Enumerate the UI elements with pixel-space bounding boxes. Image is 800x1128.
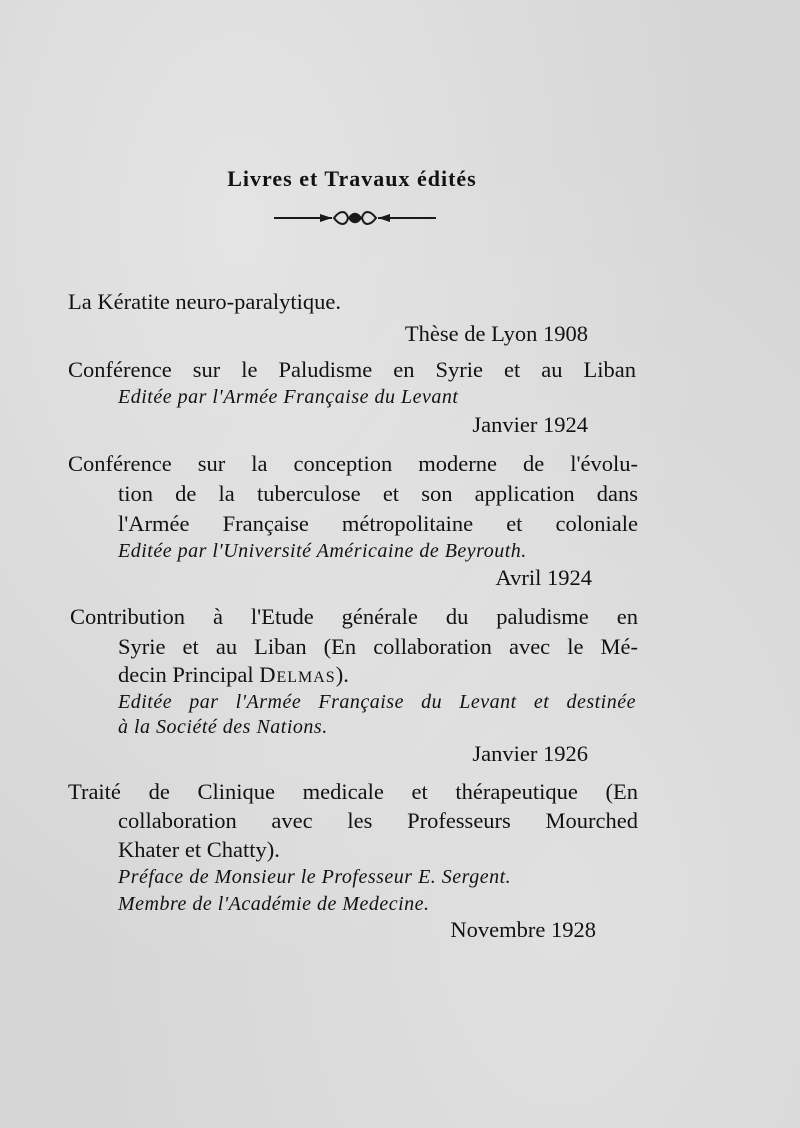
entry-title-line [118, 662, 349, 688]
entry-title-line: Khater et Chatty). [118, 837, 280, 862]
entry-title-line: Conférence sur la conception moderne de l'évolu- [68, 451, 638, 476]
page-heading: Livres et Travaux édités [227, 166, 477, 191]
entry-title-line: La Kératite neuro-paralytique. [68, 289, 341, 314]
entry-title-line: Contribution à l'Etude générale du paludisme en [70, 604, 638, 629]
entry-title-line: tion de la tuberculose et son application dans [118, 481, 638, 506]
entry-publisher: Membre de l'Académie de Medecine. [118, 893, 430, 915]
entry-date: Novembre 1928 [450, 917, 596, 942]
author-name: Delmas [259, 662, 336, 687]
entry-title-line: collaboration avec les Professeurs Mourched [118, 808, 638, 833]
entry-publisher: Editée par l'Université Américaine de Beyrouth. [118, 540, 527, 562]
entry-publisher: Editée par l'Armée Française du Levant [118, 386, 459, 408]
entry-publisher: à la Société des Nations. [118, 716, 328, 738]
entry-date: Thèse de Lyon 1908 [404, 321, 588, 346]
entry-date: Janvier 1926 [472, 741, 588, 766]
entry-date: Janvier 1924 [472, 412, 588, 437]
entry-publisher: Préface de Monsieur le Professeur E. Sergent. [118, 866, 512, 888]
ornament-divider [274, 208, 436, 228]
entry-title-text: ). [335, 662, 349, 687]
entry-title-line: Conférence sur le Paludisme en Syrie et au Liban [68, 357, 636, 382]
entry-title-line: l'Armée Française métropolitaine et coloniale [118, 511, 638, 536]
entry-date: Avril 1924 [495, 565, 592, 590]
entry-title-line: Traité de Clinique medicale et thérapeutique (En [68, 779, 638, 804]
entry-title-line: Syrie et au Liban (En collaboration avec le Mé- [118, 634, 638, 659]
entry-title-text: decin Principal [118, 662, 260, 687]
entry-publisher: Editée par l'Armée Française du Levant et destinée [118, 691, 636, 713]
